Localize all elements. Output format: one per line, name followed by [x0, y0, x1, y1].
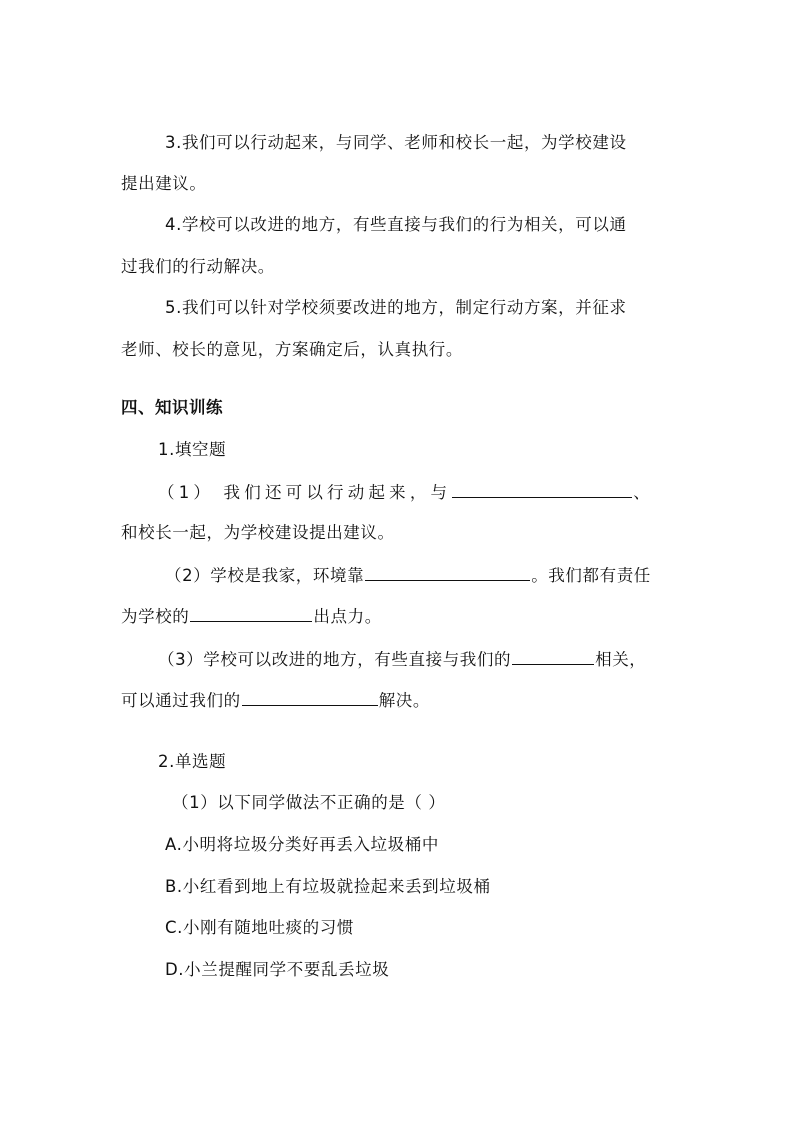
fill-question-3-text-b: 相关，: [595, 650, 647, 669]
fill-question-2-text-a: （2）学校是我家，环境靠: [165, 566, 365, 585]
fill-question-3-text-c: 可以通过我们的: [121, 691, 241, 710]
fill-question-2-text-b: 。我们都有责任: [531, 566, 651, 585]
item-4-line-1: 4.学校可以改进的地方，有些直接与我们的行为相关，可以通: [165, 215, 627, 234]
choice-question-1: （1）以下同学做法不正确的是（ ）: [172, 793, 446, 812]
fill-question-2-text-d: 出点力。: [313, 607, 382, 626]
fill-in-title: 1.填空题: [158, 440, 227, 459]
option-d[interactable]: D.小兰提醒同学不要乱丢垃圾: [165, 960, 390, 979]
fill-question-1-line-2: 和校长一起，为学校建设提出建议。: [121, 523, 395, 542]
option-b[interactable]: B.小红看到地上有垃圾就捡起来丢到垃圾桶: [165, 877, 491, 896]
option-a[interactable]: A.小明将垃圾分类好再丢入垃圾桶中: [165, 835, 439, 854]
item-5-line-1: 5.我们可以针对学校须要改进的地方，制定行动方案，并征求: [165, 298, 627, 317]
item-3-line-1: 3.我们可以行动起来，与同学、老师和校长一起，为学校建设: [165, 133, 627, 152]
item-3-line-2: 提出建议。: [121, 174, 207, 193]
fill-question-1-end: 、: [633, 483, 654, 502]
fill-question-3-line-1: [158, 648, 646, 671]
fill-question-3-text-d: 解决。: [378, 691, 431, 710]
fill-question-1-line-1: [158, 481, 654, 504]
blank-1[interactable]: [452, 481, 632, 498]
blank-5[interactable]: [242, 689, 378, 706]
section-heading: 四、知识训练: [121, 398, 223, 417]
fill-question-2-line-1: [165, 564, 651, 587]
blank-3[interactable]: [190, 605, 312, 622]
blank-4[interactable]: [512, 648, 594, 665]
fill-question-3-text-a: （3）学校可以改进的地方，有些直接与我们的: [158, 650, 512, 669]
single-choice-title: 2.单选题: [158, 752, 227, 771]
option-c[interactable]: C.小刚有随地吐痰的习惯: [165, 918, 354, 937]
item-4-line-2: 过我们的行动解决。: [121, 257, 275, 276]
fill-question-3-line-2: [121, 689, 430, 712]
fill-question-2-text-c: 为学校的: [121, 607, 190, 626]
item-5-line-2: 老师、校长的意见，方案确定后，认真执行。: [121, 340, 463, 359]
fill-question-2-line-2: [121, 605, 382, 628]
blank-2[interactable]: [365, 564, 530, 581]
fill-question-1-text: （1） 我们还可以行动起来，与: [158, 483, 452, 502]
